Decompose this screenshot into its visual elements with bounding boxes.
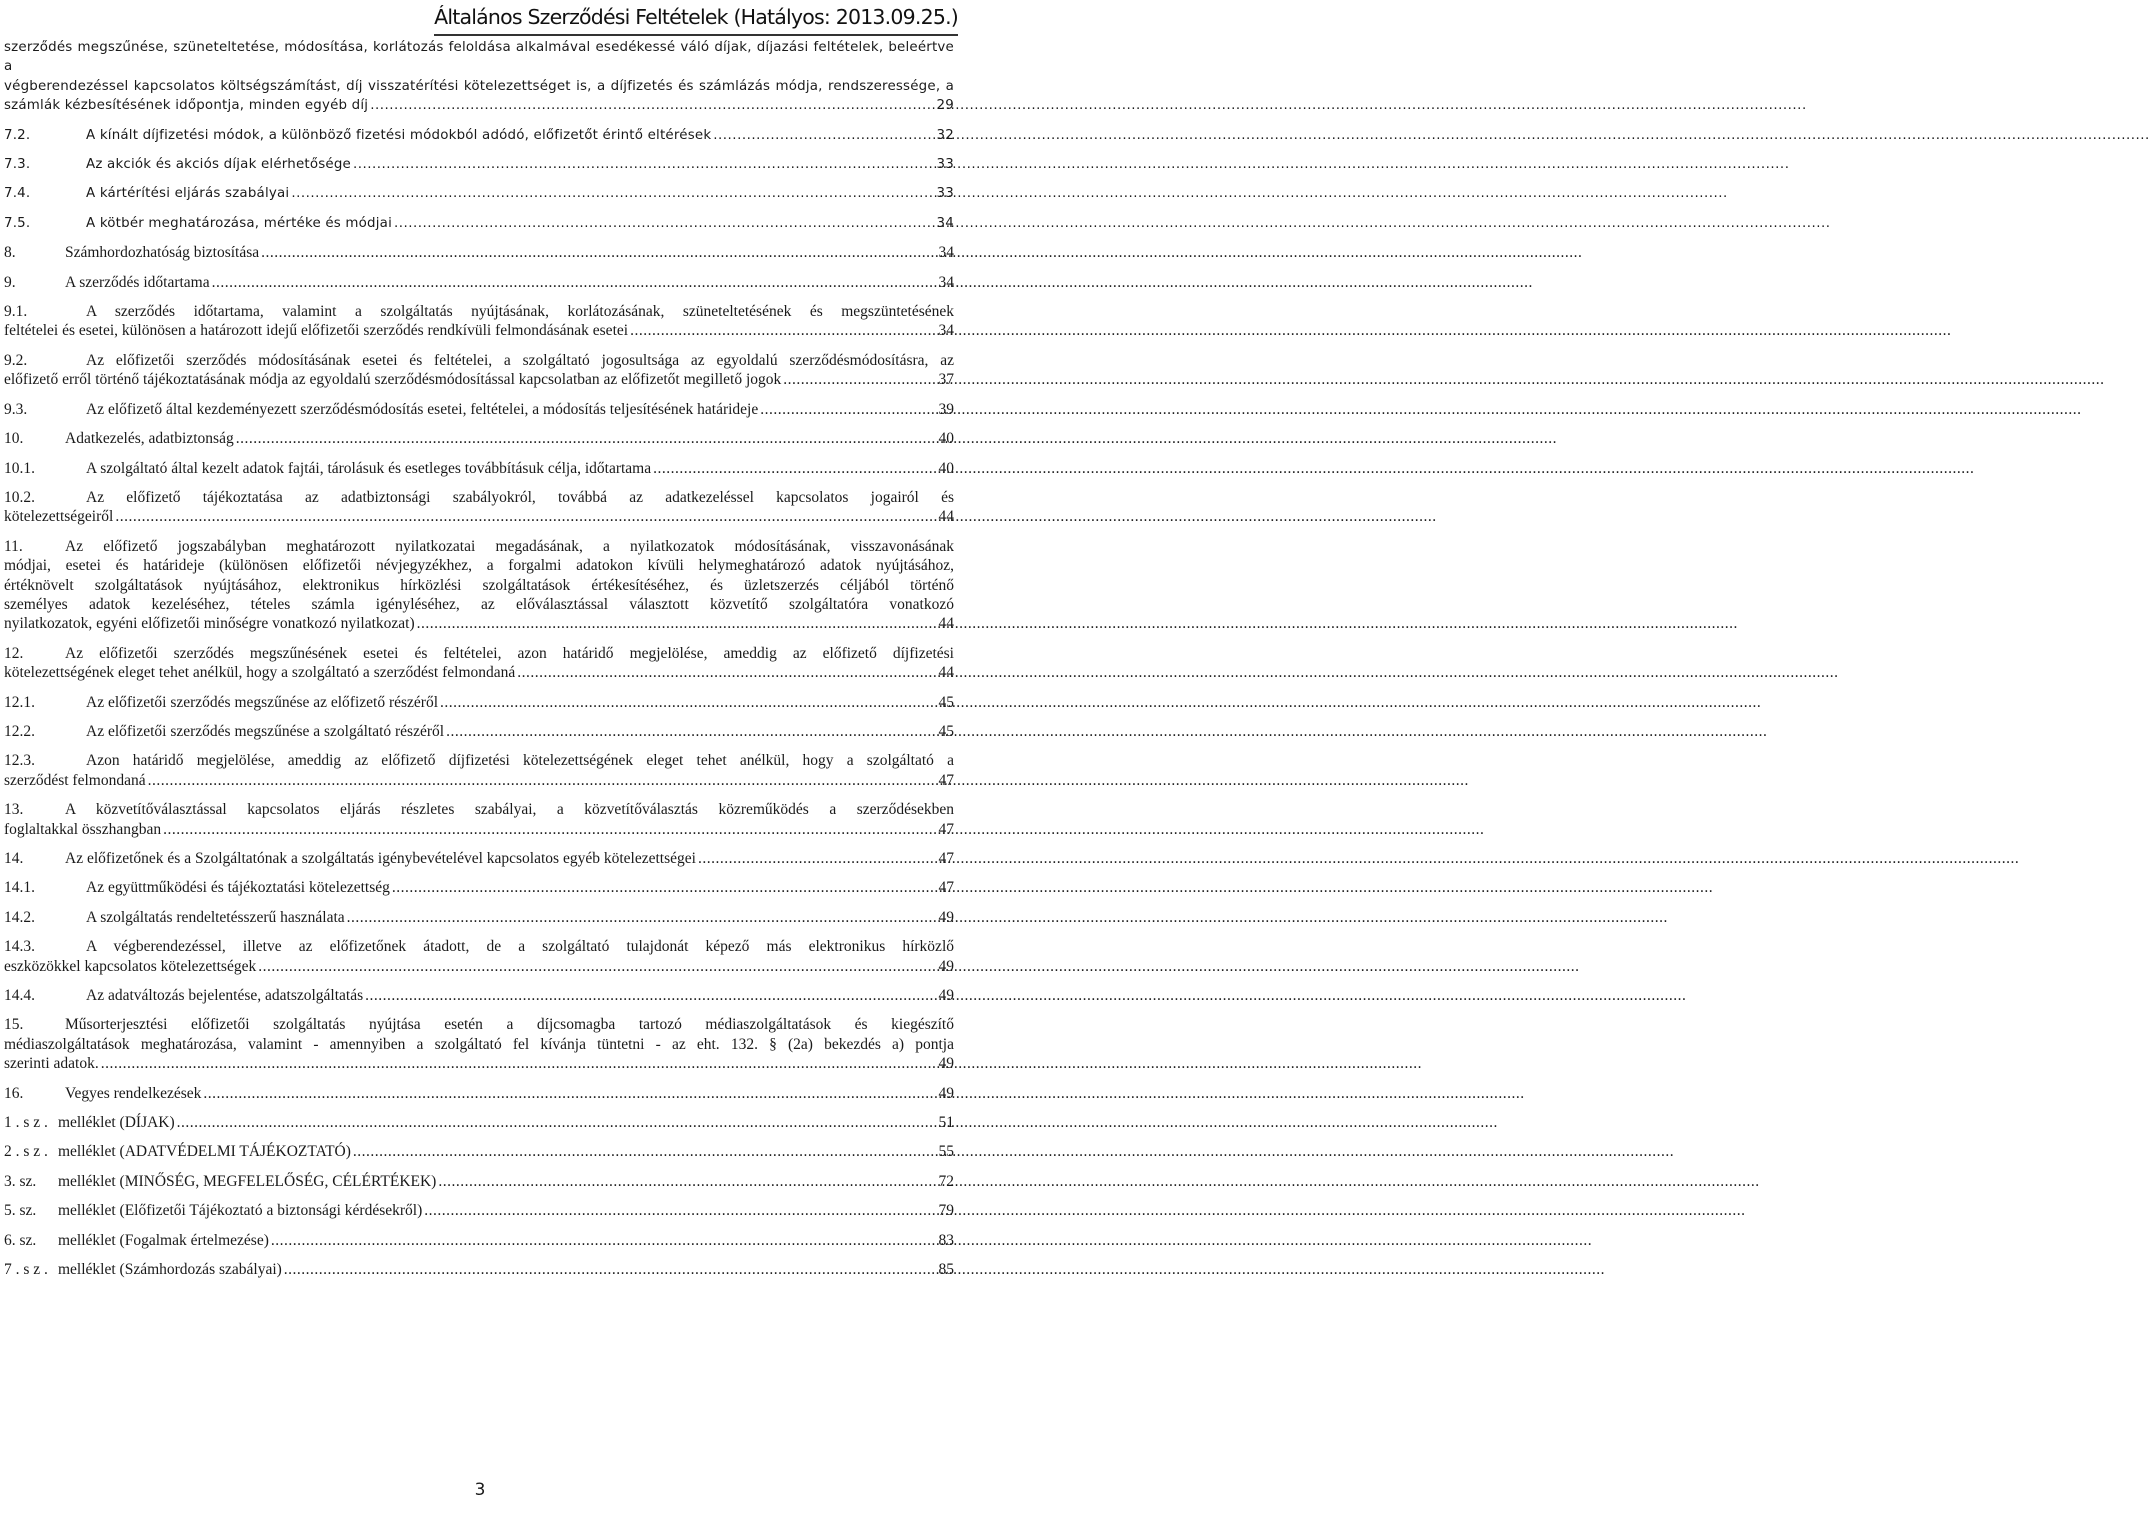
toc-entry-14-3[interactable] (4, 937, 954, 976)
toc-entry-page: 55 (938, 1143, 954, 1161)
page-number: 3 (474, 1480, 486, 1500)
toc-entry-m3[interactable] (4, 1172, 954, 1191)
toc-entry-page: 37 (938, 371, 954, 389)
dot-leader (148, 771, 930, 790)
toc-entry-number: 10. (4, 430, 24, 448)
toc-entry-page: 40 (938, 430, 954, 448)
toc-entry-7-2[interactable] (4, 126, 954, 145)
toc-entry-title: Az előfizetői szerződés megszűnése a szolgáltató részéről (86, 722, 445, 740)
dot-leader (291, 184, 930, 203)
toc-entry-12-2[interactable] (4, 722, 954, 741)
toc-entry-page: 47 (938, 771, 954, 789)
toc-entry-number: 14.2. (4, 908, 35, 926)
toc-entry-number: 7.5. (4, 215, 31, 231)
toc-entry-page: 33 (936, 157, 954, 173)
toc-entry-page: 44 (938, 664, 954, 682)
toc-entry-page: 34 (938, 322, 954, 340)
toc-entry-13[interactable] (4, 800, 954, 839)
dot-leader (115, 507, 930, 526)
dot-leader (370, 96, 930, 115)
toc-entry-title: melléklet (Előfizetői Tájékoztató a biztonsági kérdésekről) (58, 1202, 423, 1220)
toc-entry-title: Az akciók és akciós díjak elérhetősége (86, 157, 351, 173)
dot-leader (713, 126, 930, 145)
toc-entry-number: 2 . s z . (4, 1143, 48, 1161)
dot-leader (101, 1054, 930, 1073)
toc-entry-15[interactable] (4, 1015, 954, 1073)
dot-leader (203, 1084, 930, 1103)
toc-entry-number: 14.3. (4, 938, 35, 956)
toc-entry-title: A kínált díjfizetési módok, a különböző fizetési módokból adódó, előfizetőt érintő eltérések (86, 127, 712, 143)
toc-entry-title: Az előfizetőnek és a Szolgáltatónak a szolgáltatás igénybevételével kapcsolatos egyéb kötelezettségei (65, 850, 696, 867)
toc-entry-title-line: foglaltakkal összhangban (4, 820, 162, 838)
toc-entry-title-line: médiaszolgáltatások meghatározása, valamint - amennyiben a szolgáltató fel kívánja tüntetni - az eht. 132. § (2a) bekezdés a) pontja (4, 1035, 954, 1053)
toc-entry-number: 8. (4, 244, 16, 262)
toc-entry-page: 40 (938, 459, 954, 477)
toc-entry-number: 10.2. (4, 488, 35, 506)
toc-entry-title: Vegyes rendelkezések (65, 1084, 202, 1102)
dot-leader (783, 370, 930, 389)
toc-entry-page: 34 (938, 244, 954, 262)
toc-entry-14-1[interactable] (4, 878, 954, 897)
toc-entry-number: 15. (4, 1016, 24, 1034)
toc-entry-number: 1 . s z . (4, 1114, 48, 1132)
toc-entry-page: 49 (938, 908, 954, 926)
toc-entry-page: 39 (938, 400, 954, 418)
dot-leader (438, 1172, 930, 1191)
toc-entry-7-3[interactable] (4, 155, 954, 174)
toc-entry-number: 7.2. (4, 127, 31, 143)
toc-entry-m6[interactable] (4, 1231, 954, 1250)
dot-leader (271, 1231, 930, 1250)
toc-entry-11[interactable] (4, 537, 954, 634)
toc-entry-page: 29 (936, 98, 954, 114)
toc-entry-page: 47 (938, 820, 954, 838)
toc-entry-10-1[interactable] (4, 459, 954, 478)
dot-leader (284, 1260, 930, 1279)
toc-entry-page: 44 (938, 615, 954, 633)
toc-entry-number: 11. (4, 537, 23, 555)
toc-entry-m5[interactable] (4, 1201, 954, 1220)
toc-entry-page: 34 (938, 273, 954, 291)
table-of-contents (4, 38, 954, 1290)
toc-entry-number: 12.3. (4, 752, 35, 770)
toc-entry-title: melléklet (Fogalmak értelmezése) (58, 1231, 269, 1249)
toc-entry-number: 12. (4, 644, 24, 662)
dot-leader (258, 957, 930, 976)
toc-entry-page: 49 (938, 987, 954, 1005)
toc-entry-number: 10.1. (4, 459, 35, 477)
toc-entry-title: melléklet (ADATVÉDELMI TÁJÉKOZTATÓ) (58, 1143, 351, 1161)
toc-entry-title-line: személyes adatok kezeléséhez, tételes számla igényléséhez, az előválasztással választott közvetítő szolgáltatóra vonatkozó (4, 595, 954, 613)
toc-entry-number: 9.1. (4, 303, 28, 321)
toc-entry-page: 32 (936, 127, 954, 143)
toc-entry-7-4[interactable] (4, 184, 954, 203)
dot-leader (653, 459, 930, 478)
toc-entry-number: 13. (4, 801, 24, 819)
toc-entry-title-line: kötelezettségeiről (4, 508, 114, 526)
toc-entry-page: 45 (938, 722, 954, 740)
toc-entry-page: 79 (938, 1202, 954, 1220)
toc-entry-14-4[interactable] (4, 986, 954, 1005)
dot-leader (517, 663, 930, 682)
dot-leader (417, 614, 930, 633)
toc-entry-title-line: A végberendezéssel, illetve az előfizetőnek átadott, de a szolgáltató tulajdonát képező más elektronikus hírközlő (86, 938, 954, 956)
toc-entry-page: 47 (938, 850, 954, 867)
dot-leader (177, 1113, 930, 1132)
toc-entry-title: Az előfizető által kezdeményezett szerződésmódosítás esetei, feltételei, a módosítás teljesítésének határideje (86, 400, 759, 418)
toc-entry-m2[interactable] (4, 1142, 954, 1161)
toc-entry-number: 6. sz. (4, 1231, 37, 1249)
toc-entry-title: A kötbér meghatározása, mértéke és módjai (86, 215, 393, 231)
toc-entry-m1[interactable] (4, 1113, 954, 1132)
toc-entry-title-line: Az előfizetői szerződés megszűnésének esetei és feltételei, azon határidő megjelölése, ameddig az előfizető díjfizetési (65, 644, 954, 662)
toc-entry-title: melléklet (Számhordozás szabályai) (58, 1261, 282, 1279)
toc-entry-page: 49 (938, 1084, 954, 1102)
toc-entry-page: 49 (938, 957, 954, 975)
toc-entry-page: 34 (936, 215, 954, 231)
toc-entry-title-line: feltételei és esetei, különösen a határozott idejű előfizetői szerződés rendkívüli felmondásának esetei (4, 322, 629, 340)
dot-leader (440, 693, 930, 712)
toc-entry-page: 33 (936, 186, 954, 202)
toc-entry-title: Adatkezelés, adatbiztonság (65, 430, 234, 448)
toc-entry-title-line: Az előfizetői szerződés módosításának esetei és feltételei, a szolgáltató jogosultsága az egyoldalú szerződésmódosításra, az (86, 351, 954, 369)
toc-entry-9-1[interactable] (4, 302, 954, 341)
toc-entry-title-line: szerinti adatok. (4, 1055, 99, 1073)
toc-entry-cont[interactable] (4, 38, 954, 116)
dot-leader (163, 820, 930, 839)
toc-entry-number: 16. (4, 1084, 24, 1102)
toc-entry-title-line: előfizető erről történő tájékoztatásának módja az egyoldalú szerződésmódosítással kapcsolatban az előfizetőt megillető jogok (4, 371, 782, 389)
toc-entry-10[interactable] (4, 429, 954, 448)
toc-entry-number: 14. (4, 850, 24, 867)
toc-entry-title-line: végberendezéssel kapcsolatos költségszámítást, díj visszatérítési kötelezettséget is, a díjfizetés és számlázás módja, rendszeressége, a (4, 78, 954, 94)
toc-entry-title-line: Az előfizető jogszabályban meghatározott nyilatkozatai megadásának, a nyilatkozatok módosításának, visszavonásának (65, 537, 954, 555)
toc-entry-title-line: kötelezettségének eleget tehet anélkül, hogy a szolgáltató a szerződést felmondaná (4, 664, 516, 682)
toc-entry-number: 14.4. (4, 987, 35, 1005)
page-header: Általános Szerződési Feltételek (Hatályos: 2013.09.25.) (434, 2, 958, 36)
toc-entry-number: 9.3. (4, 400, 28, 418)
toc-entry-14-2[interactable] (4, 908, 954, 927)
toc-entry-title: A kártérítési eljárás szabályai (86, 186, 290, 202)
toc-entry-title: melléklet (DÍJAK) (58, 1114, 175, 1132)
dot-leader (630, 321, 930, 340)
toc-entry-number: 7.3. (4, 157, 31, 173)
dot-leader (365, 986, 930, 1005)
toc-entry-page: 51 (938, 1114, 954, 1132)
dot-leader (236, 429, 930, 448)
toc-entry-7-5[interactable] (4, 214, 954, 233)
toc-entry-title: Az előfizetői szerződés megszűnése az előfizető részéről (86, 693, 439, 711)
toc-entry-title-line: Azon határidő megjelölése, ameddig az előfizető díjfizetési kötelezettségének eleget tehet anélkül, hogy a szolgáltató a (86, 752, 954, 770)
toc-entry-m7[interactable] (4, 1260, 954, 1279)
toc-entry-14[interactable] (4, 849, 954, 868)
toc-entry-page: 49 (938, 1055, 954, 1073)
toc-entry-16[interactable] (4, 1084, 954, 1103)
dot-leader (760, 400, 930, 419)
dot-leader (394, 214, 930, 233)
toc-entry-number: 5. sz. (4, 1202, 37, 1220)
dot-leader (424, 1201, 930, 1220)
toc-entry-title-line: módjai, esetei és határideje (különösen előfizetői névjegyzékhez, a forgalmi adatokon kívüli helymeghatározó adatok nyújtásához, (4, 557, 954, 575)
toc-entry-number: 12.2. (4, 722, 35, 740)
toc-entry-title: A szolgáltató által kezelt adatok fajtái, tárolásuk és esetleges továbbításuk célja, időtartama (86, 459, 652, 477)
toc-entry-number: 3. sz. (4, 1172, 37, 1190)
toc-entry-12-3[interactable] (4, 751, 954, 790)
toc-entry-title: Számhordozhatóság biztosítása (65, 244, 260, 262)
toc-entry-title-line: értéknövelt szolgáltatások nyújtásához, elektronikus hírközlési szolgáltatások értékesítéséhez, és üzletszerzés céljából történő (4, 576, 954, 594)
dot-leader (347, 908, 930, 927)
toc-entry-title: melléklet (MINŐSÉG, MEGFELELŐSÉG, CÉLÉRTÉKEK) (58, 1172, 437, 1190)
toc-entry-title-line: A szerződés időtartama, valamint a szolgáltatás nyújtásának, korlátozásának, szüneteltetésének és megszüntetésének (86, 303, 954, 321)
toc-entry-title-line: számlák kézbesítésének időpontja, minden egyéb díj (4, 98, 369, 114)
dot-leader (392, 878, 930, 897)
toc-entry-title-line: eszközökkel kapcsolatos kötelezettségek (4, 957, 257, 975)
toc-entry-title: Az együttműködési és tájékoztatási kötelezettség (86, 879, 390, 897)
toc-entry-number: 14.1. (4, 879, 35, 897)
toc-entry-title-line: Műsorterjesztési előfizetői szolgáltatás nyújtása esetén a díjcsomagba tartozó médiaszolgáltatások és kiegészítő (65, 1016, 954, 1034)
toc-entry-page: 85 (938, 1261, 954, 1279)
toc-entry-title-line: szerződés megszűnése, szüneteltetése, módosítása, korlátozás feloldása alkalmával esedékessé váló díjak, díjazási feltételek, beleértve a (4, 40, 954, 75)
toc-entry-page: 47 (938, 879, 954, 897)
toc-entry-12-1[interactable] (4, 693, 954, 712)
toc-entry-title: Az adatváltozás bejelentése, adatszolgáltatás (86, 987, 364, 1005)
document-page (0, 0, 960, 1513)
toc-entry-page: 44 (938, 508, 954, 526)
toc-entry-8[interactable] (4, 243, 954, 262)
toc-entry-title-line: nyilatkozatok, egyéni előfizetői minőségre vonatkozó nyilatkozat) (4, 615, 415, 633)
dot-leader (446, 722, 930, 741)
toc-entry-page: 83 (938, 1231, 954, 1249)
toc-entry-title: A szerződés időtartama (65, 273, 210, 291)
toc-entry-title: A szolgáltatás rendeltetésszerű használata (86, 908, 345, 926)
toc-entry-title-line: A közvetítőválasztással kapcsolatos eljárás részletes szabályai, a közvetítőválasztás közreműködés a szerződésekben (65, 801, 954, 819)
dot-leader (353, 1142, 930, 1161)
toc-entry-number: 7 . s z . (4, 1261, 48, 1279)
toc-entry-9-2[interactable] (4, 351, 954, 390)
toc-entry-title-line: Az előfizető tájékoztatása az adatbiztonsági szabályokról, továbbá az adatkezeléssel kapcsolatos jogairól és (86, 488, 954, 506)
toc-entry-title-line: szerződést felmondaná (4, 771, 146, 789)
toc-entry-10-2[interactable] (4, 488, 954, 527)
toc-entry-9[interactable] (4, 273, 954, 292)
toc-entry-12[interactable] (4, 644, 954, 683)
dot-leader (212, 273, 930, 292)
dot-leader (353, 155, 930, 174)
dot-leader (698, 849, 930, 868)
toc-entry-number: 9. (4, 273, 16, 291)
toc-entry-number: 7.4. (4, 186, 31, 202)
toc-entry-page: 72 (938, 1172, 954, 1190)
dot-leader (261, 243, 930, 262)
toc-entry-page: 45 (938, 693, 954, 711)
toc-entry-number: 12.1. (4, 693, 35, 711)
toc-entry-number: 9.2. (4, 351, 28, 369)
toc-entry-9-3[interactable] (4, 400, 954, 419)
